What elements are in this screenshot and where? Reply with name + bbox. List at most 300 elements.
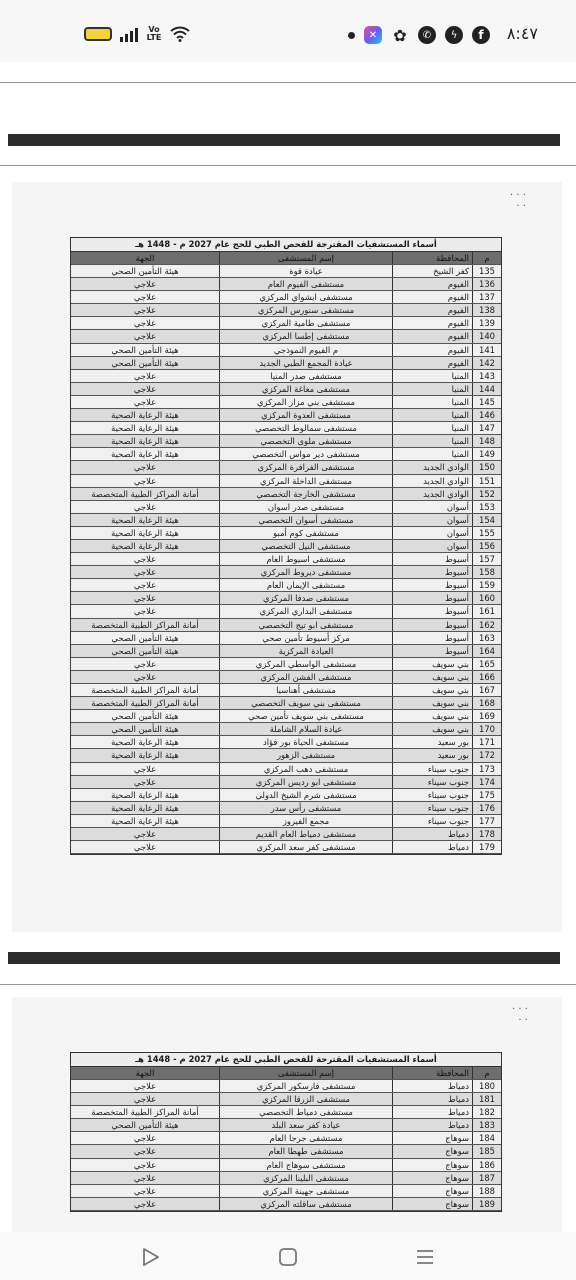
table-cell: بني سويف — [392, 697, 472, 709]
table-cell: 165 — [472, 658, 501, 670]
table-cell: مستشفى بني سويف تأمين صحي — [219, 710, 392, 722]
table-cell: هيئة الرعاية الصحية — [111, 802, 179, 813]
table-cell: 147 — [472, 422, 501, 434]
table-cell: هيئة الرعاية الصحية — [111, 789, 179, 800]
table-cell: مستشفى دمياط التخصصي — [219, 1106, 392, 1118]
table-cell: مستشفى كوم أمبو — [219, 527, 392, 539]
table-cell: مستشفى كفر سعد المركزي — [219, 841, 392, 853]
table-cell: 143 — [472, 370, 501, 382]
table-header: م المحافظة إسم المستشفى الجهة — [71, 252, 501, 265]
table-row — [71, 278, 501, 291]
table-cell: مستشفى النيل التخصصي — [219, 540, 392, 552]
table-row — [71, 645, 501, 658]
table-cell: سوهاج — [392, 1185, 472, 1197]
table-cell: مستشفى الخارجة التخصصي — [219, 488, 392, 500]
table-cell: مستشفى البداري المركزي — [219, 605, 392, 617]
table-cell: سوهاج — [392, 1198, 472, 1210]
table-cell: بور سعيد — [392, 736, 472, 748]
table-cell: مستشفى بني سويف التخصصي — [219, 697, 392, 709]
table-cell: دمياط — [392, 1080, 472, 1092]
table-row — [71, 579, 501, 592]
volte-label: Vo LTE — [146, 25, 162, 42]
table-cell: العيادة المركزية — [219, 645, 392, 657]
table-cell: الفيوم — [392, 344, 472, 356]
table-cell: دمياط — [392, 828, 472, 840]
table-cell: 166 — [472, 671, 501, 683]
table-cell: مستشفى الفشن المركزي — [219, 671, 392, 683]
page-edge-bar — [8, 952, 560, 964]
table-row — [71, 1106, 501, 1119]
table-cell: علاجي — [133, 829, 157, 840]
table-cell: مستشفى سنورس المركزي — [219, 304, 392, 316]
status-bar — [0, 0, 576, 62]
table-cell: مستشفى صدفا المركزي — [219, 592, 392, 604]
table-cell: علاجي — [133, 1198, 157, 1209]
table-cell: 170 — [472, 723, 501, 735]
table-row — [71, 527, 501, 540]
table-cell: 175 — [472, 789, 501, 801]
table-cell: 188 — [472, 1185, 501, 1197]
table-cell: علاجي — [133, 567, 157, 578]
table-cell: أسيوط — [392, 605, 472, 617]
table-row — [71, 1080, 501, 1093]
table-cell: أسوان — [392, 527, 472, 539]
table-row — [71, 383, 501, 396]
table-cell: أمانة المراكز الطبية المتخصصة — [91, 685, 199, 695]
table-row — [71, 776, 501, 789]
table-row — [71, 763, 501, 776]
table-cell: مستشفى الإيمان العام — [219, 579, 392, 591]
table-cell: علاجي — [133, 318, 157, 329]
table-cell: 148 — [472, 435, 501, 447]
table-cell: دمياط — [392, 1106, 472, 1118]
table-cell: علاجي — [133, 658, 157, 669]
messenger-icon: ϟ — [445, 26, 463, 44]
page-edge-bar — [8, 134, 560, 146]
table-cell: المنيا — [392, 370, 472, 382]
table-cell: علاجي — [133, 1146, 157, 1157]
table-cell: مستشفى دير مواس التخصصي — [219, 448, 392, 460]
table-cell: علاجي — [133, 279, 157, 290]
table-cell: مستشفى أهناسيا — [219, 684, 392, 696]
whatsapp-icon: ✆ — [418, 26, 436, 44]
table-cell: 184 — [472, 1132, 501, 1144]
table-cell: هيئة التأمين الصحي — [111, 632, 179, 643]
table-row — [71, 514, 501, 527]
navigation-bar — [0, 1232, 576, 1280]
table-cell: مستشفى الفرافرة المركزي — [219, 461, 392, 473]
table-cell: أسيوط — [392, 592, 472, 604]
table-cell: مستشفى أسوان التخصصي — [219, 514, 392, 526]
table-row — [71, 317, 501, 330]
table-cell: 183 — [472, 1119, 501, 1131]
table-row — [71, 736, 501, 749]
table-row — [71, 422, 501, 435]
table-cell: 138 — [472, 304, 501, 316]
table-header: م المحافظة إسم المستشفى الجهة — [71, 1067, 501, 1080]
table-row — [71, 658, 501, 671]
table-cell: علاجي — [133, 1172, 157, 1183]
hospitals-table-page-2 — [70, 1052, 502, 1212]
flower-app-icon: ✿ — [393, 25, 407, 45]
table-cell: علاجي — [133, 593, 157, 604]
table-cell: الفيوم — [392, 304, 472, 316]
table-cell: مستشفى الحياة بور فؤاد — [219, 736, 392, 748]
table-cell: أسيوط — [392, 579, 472, 591]
table-cell: علاجي — [133, 1094, 157, 1105]
table-cell: مستشفى العدوة المركزي — [219, 409, 392, 421]
table-cell: 156 — [472, 540, 501, 552]
table-cell: المنيا — [392, 435, 472, 447]
table-cell: هيئة الرعاية الصحية — [111, 527, 179, 538]
table-cell: مستشفى الزرقا المركزي — [219, 1093, 392, 1105]
table-cell: مستشفى الزهور — [219, 749, 392, 761]
page-divider — [0, 82, 576, 83]
table-cell: جنوب سيناء — [392, 763, 472, 775]
table-cell: مستشفى سمالوط التخصصي — [219, 422, 392, 434]
hospitals-table-page-1 — [70, 237, 502, 855]
table-cell: سوهاج — [392, 1145, 472, 1157]
table-cell: سوهاج — [392, 1132, 472, 1144]
table-row — [71, 461, 501, 474]
table-cell: مستشفى صدر اسوان — [219, 501, 392, 513]
table-row — [71, 330, 501, 343]
table-cell: أسيوط — [392, 566, 472, 578]
table-cell: مستشفى ابو رديس المركزي — [219, 776, 392, 788]
table-cell: 140 — [472, 330, 501, 342]
table-cell: 152 — [472, 488, 501, 500]
table-cell: م الفيوم النموذجي — [219, 344, 392, 356]
table-cell: 174 — [472, 776, 501, 788]
table-cell: دمياط — [392, 1119, 472, 1131]
notification-dot-icon — [348, 32, 355, 39]
facebook-icon: f — [472, 26, 490, 44]
signal-icon — [120, 26, 138, 42]
table-row — [71, 553, 501, 566]
table-cell: كفر الشيخ — [392, 265, 472, 277]
table-cell: علاجي — [133, 1185, 157, 1196]
table-cell: أمانة المراكز الطبية المتخصصة — [91, 698, 199, 709]
table-cell: 179 — [472, 841, 501, 853]
table-row — [71, 802, 501, 815]
table-row — [71, 1185, 501, 1198]
table-cell: مستشفى الفيوم العام — [219, 278, 392, 290]
table-row — [71, 448, 501, 461]
wifi-icon — [170, 26, 190, 42]
table-cell: علاجي — [133, 396, 157, 407]
table-cell: 151 — [472, 475, 501, 487]
table-cell: علاجي — [133, 501, 157, 512]
table-cell: مستشفى شرم الشيخ الدولي — [219, 789, 392, 801]
table-cell: 142 — [472, 357, 501, 369]
table-cell: 163 — [472, 632, 501, 644]
table-cell: 161 — [472, 605, 501, 617]
table-cell: الفيوم — [392, 317, 472, 329]
table-cell: 189 — [472, 1198, 501, 1210]
table-cell: 153 — [472, 501, 501, 513]
table-body — [71, 265, 501, 854]
page-divider — [0, 165, 576, 166]
table-cell: جنوب سيناء — [392, 789, 472, 801]
table-cell: أسوان — [392, 514, 472, 526]
table-cell: هيئة التأمين الصحي — [111, 266, 179, 276]
table-cell: 136 — [472, 278, 501, 290]
home-square-icon[interactable] — [277, 1246, 299, 1268]
table-cell: علاجي — [133, 606, 157, 617]
table-cell: هيئة التأمين الصحي — [111, 724, 179, 735]
table-cell: هيئة الرعاية الصحية — [111, 750, 179, 761]
table-cell: 187 — [472, 1172, 501, 1184]
table-row — [71, 409, 501, 422]
table-row — [71, 540, 501, 553]
table-cell: أسيوط — [392, 645, 472, 657]
table-cell: أمانة المراكز الطبية المتخصصة — [91, 619, 199, 630]
table-cell: أسوان — [392, 540, 472, 552]
table-cell: 154 — [472, 514, 501, 526]
table-cell: جنوب سيناء — [392, 776, 472, 788]
table-row — [71, 370, 501, 383]
table-cell: بني سويف — [392, 658, 472, 670]
table-cell: مستشفى بني مزار المركزي — [219, 396, 392, 408]
table-cell: مستشفى دمياط العام القديم — [219, 828, 392, 840]
table-cell: 180 — [472, 1080, 501, 1092]
table-row — [71, 304, 501, 317]
table-cell: 149 — [472, 448, 501, 460]
table-cell: هيئة التأمين الصحي — [111, 1120, 179, 1131]
table-cell: مركز أسيوط تأمين صحي — [219, 632, 392, 644]
table-cell: هيئة الرعاية الصحية — [111, 737, 179, 748]
table-cell: هيئة الرعاية الصحية — [111, 540, 179, 551]
table-row — [71, 789, 501, 802]
table-cell: 145 — [472, 396, 501, 408]
table-row — [71, 697, 501, 710]
table-cell: مستشفى دهب المركزي — [219, 763, 392, 775]
document-viewer[interactable] — [0, 62, 576, 1232]
table-cell: 155 — [472, 527, 501, 539]
table-cell: هيئة الرعاية الصحية — [111, 436, 179, 447]
table-cell: 173 — [472, 763, 501, 775]
scan-specks: · · · · · — [510, 190, 526, 212]
table-cell: مستشفى طهطا العام — [219, 1145, 392, 1157]
table-cell: مستشفى طامية المركزي — [219, 317, 392, 329]
table-cell: مستشفى مغاغة المركزي — [219, 383, 392, 395]
table-cell: مستشفى ابو تيج التخصصي — [219, 619, 392, 631]
scan-specks: · · · · · — [512, 1004, 528, 1026]
table-cell: عيادة كفر سعد البلد — [219, 1119, 392, 1131]
table-row — [71, 1172, 501, 1185]
table-cell: 135 — [472, 265, 501, 277]
table-cell: الوادي الجديد — [392, 461, 472, 473]
table-cell: مستشفى صدر المنيا — [219, 370, 392, 382]
clock: ٨:٤٧ — [506, 24, 538, 43]
table-body — [71, 1080, 501, 1211]
table-cell: 162 — [472, 619, 501, 631]
table-cell: علاجي — [133, 554, 157, 565]
table-cell: 169 — [472, 710, 501, 722]
table-row — [71, 488, 501, 501]
table-cell: 171 — [472, 736, 501, 748]
table-cell: علاجي — [133, 305, 157, 316]
table-cell: مستشفى فارسكور المركزي — [219, 1080, 392, 1092]
table-cell: علاجي — [133, 671, 157, 682]
table-cell: هيئة الرعاية الصحية — [111, 449, 179, 460]
table-cell: مستشفى البلينا المركزي — [219, 1172, 392, 1184]
table-cell: عيادة السلام الشاملة — [219, 723, 392, 735]
table-cell: المنيا — [392, 383, 472, 395]
table-cell: الفيوم — [392, 278, 472, 290]
table-cell: مستشفى جرجا العام — [219, 1132, 392, 1144]
table-cell: 160 — [472, 592, 501, 604]
table-row — [71, 828, 501, 841]
back-triangle-icon[interactable] — [140, 1246, 162, 1268]
table-title: أسماء المستشفيات المقترحة للفحص الطبي للحج عام 2027 م - 1448 هـ — [71, 238, 501, 252]
table-row — [71, 1093, 501, 1106]
table-cell: 186 — [472, 1159, 501, 1171]
table-cell: 168 — [472, 697, 501, 709]
table-cell: هيئة التأمين الصحي — [111, 711, 179, 722]
table-cell: أسيوط — [392, 619, 472, 631]
table-cell: بني سويف — [392, 710, 472, 722]
table-cell: 172 — [472, 749, 501, 761]
table-cell: مستشفى الواسطي المركزي — [219, 658, 392, 670]
table-cell: الفيوم — [392, 330, 472, 342]
table-title: أسماء المستشفيات المقترحة للفحص الطبي للحج عام 2027 م - 1448 هـ — [71, 1053, 501, 1067]
table-cell: سوهاج — [392, 1159, 472, 1171]
table-row — [71, 710, 501, 723]
table-cell: جنوب سيناء — [392, 802, 472, 814]
table-row — [71, 1198, 501, 1211]
table-cell: دمياط — [392, 1093, 472, 1105]
table-row — [71, 605, 501, 618]
table-cell: علاجي — [133, 1159, 157, 1170]
table-cell: 181 — [472, 1093, 501, 1105]
table-cell: 164 — [472, 645, 501, 657]
table-cell: المنيا — [392, 448, 472, 460]
table-cell: أمانة المراكز الطبية المتخصصة — [91, 488, 199, 499]
table-cell: المنيا — [392, 422, 472, 434]
table-cell: بني سويف — [392, 684, 472, 696]
table-cell: 158 — [472, 566, 501, 578]
table-cell: 146 — [472, 409, 501, 421]
table-cell: علاجي — [133, 1081, 157, 1091]
table-cell: علاجي — [133, 331, 157, 342]
table-row — [71, 1145, 501, 1158]
table-cell: علاجي — [133, 370, 157, 381]
table-row — [71, 475, 501, 488]
recents-lines-icon[interactable] — [414, 1246, 436, 1268]
table-cell: مستشفى رأس سدر — [219, 802, 392, 814]
table-row — [71, 566, 501, 579]
table-cell: مستشفى ملوى التخصصي — [219, 435, 392, 447]
table-cell: علاجي — [133, 462, 157, 473]
table-cell: الوادي الجديد — [392, 475, 472, 487]
table-cell: أمانة المراكز الطبية المتخصصة — [91, 1107, 199, 1118]
table-cell: علاجي — [133, 383, 157, 394]
table-cell: 182 — [472, 1106, 501, 1118]
table-cell: بني سويف — [392, 723, 472, 735]
table-row — [71, 344, 501, 357]
table-row — [71, 501, 501, 514]
table-cell: هيئة الرعاية الصحية — [111, 423, 179, 434]
table-row — [71, 1119, 501, 1132]
table-cell: مستشفى سوهاج العام — [219, 1159, 392, 1171]
table-row — [71, 265, 501, 278]
table-row — [71, 1159, 501, 1172]
table-cell: علاجي — [133, 292, 157, 303]
table-cell: أسوان — [392, 501, 472, 513]
notification-icons — [348, 26, 490, 44]
table-row — [71, 723, 501, 736]
table-cell: هيئة التأمين الصحي — [111, 645, 179, 656]
table-cell: أسيوط — [392, 632, 472, 644]
table-cell: المنيا — [392, 409, 472, 421]
table-cell: مستشفى إطسا المركزي — [219, 330, 392, 342]
table-cell: علاجي — [133, 475, 157, 486]
table-cell: هيئة الرعاية الصحية — [111, 410, 179, 421]
table-cell: مجمع الفيروز — [219, 815, 392, 827]
table-cell: علاجي — [133, 776, 157, 787]
table-cell: أسيوط — [392, 553, 472, 565]
battery-icon — [84, 27, 112, 41]
table-cell: مستشفى ديروط المركزي — [219, 566, 392, 578]
table-cell: 185 — [472, 1145, 501, 1157]
system-indicators — [84, 26, 190, 42]
table-row — [71, 435, 501, 448]
table-cell: هيئة التأمين الصحي — [111, 357, 179, 368]
table-cell: 177 — [472, 815, 501, 827]
table-row — [71, 619, 501, 632]
table-row — [71, 592, 501, 605]
table-cell: هيئة الرعاية الصحية — [111, 514, 179, 525]
table-row — [71, 357, 501, 370]
table-cell: جنوب سيناء — [392, 815, 472, 827]
table-cell: عيادة قوة — [219, 265, 392, 277]
table-row — [71, 1132, 501, 1145]
table-cell: مستشفى جهينة المركزي — [219, 1185, 392, 1197]
table-cell: مستشفى ساقلته المركزي — [219, 1198, 392, 1210]
table-cell: هيئة التأمين الصحي — [111, 344, 179, 355]
table-cell: الوادي الجديد — [392, 488, 472, 500]
table-cell: 167 — [472, 684, 501, 696]
table-cell: علاجي — [133, 580, 157, 591]
colorful-app-icon: ✕ — [364, 26, 382, 44]
table-cell: 159 — [472, 579, 501, 591]
table-row — [71, 396, 501, 409]
table-cell: هيئة الرعاية الصحية — [111, 815, 179, 826]
table-cell: علاجي — [133, 763, 157, 774]
table-cell: 150 — [472, 461, 501, 473]
page-divider — [0, 984, 576, 985]
table-cell: 141 — [472, 344, 501, 356]
table-cell: 178 — [472, 828, 501, 840]
table-cell: علاجي — [133, 1133, 157, 1144]
table-cell: بور سعيد — [392, 749, 472, 761]
table-cell: الفيوم — [392, 357, 472, 369]
table-cell: 176 — [472, 802, 501, 814]
table-cell: 137 — [472, 291, 501, 303]
table-row — [71, 632, 501, 645]
table-row — [71, 291, 501, 304]
table-cell: مستشفى اسيوط العام — [219, 553, 392, 565]
table-row — [71, 749, 501, 762]
table-row — [71, 841, 501, 854]
table-cell: سوهاج — [392, 1172, 472, 1184]
table-cell: بني سويف — [392, 671, 472, 683]
table-cell: 139 — [472, 317, 501, 329]
table-cell: دمياط — [392, 841, 472, 853]
table-cell: 144 — [472, 383, 501, 395]
table-row — [71, 671, 501, 684]
